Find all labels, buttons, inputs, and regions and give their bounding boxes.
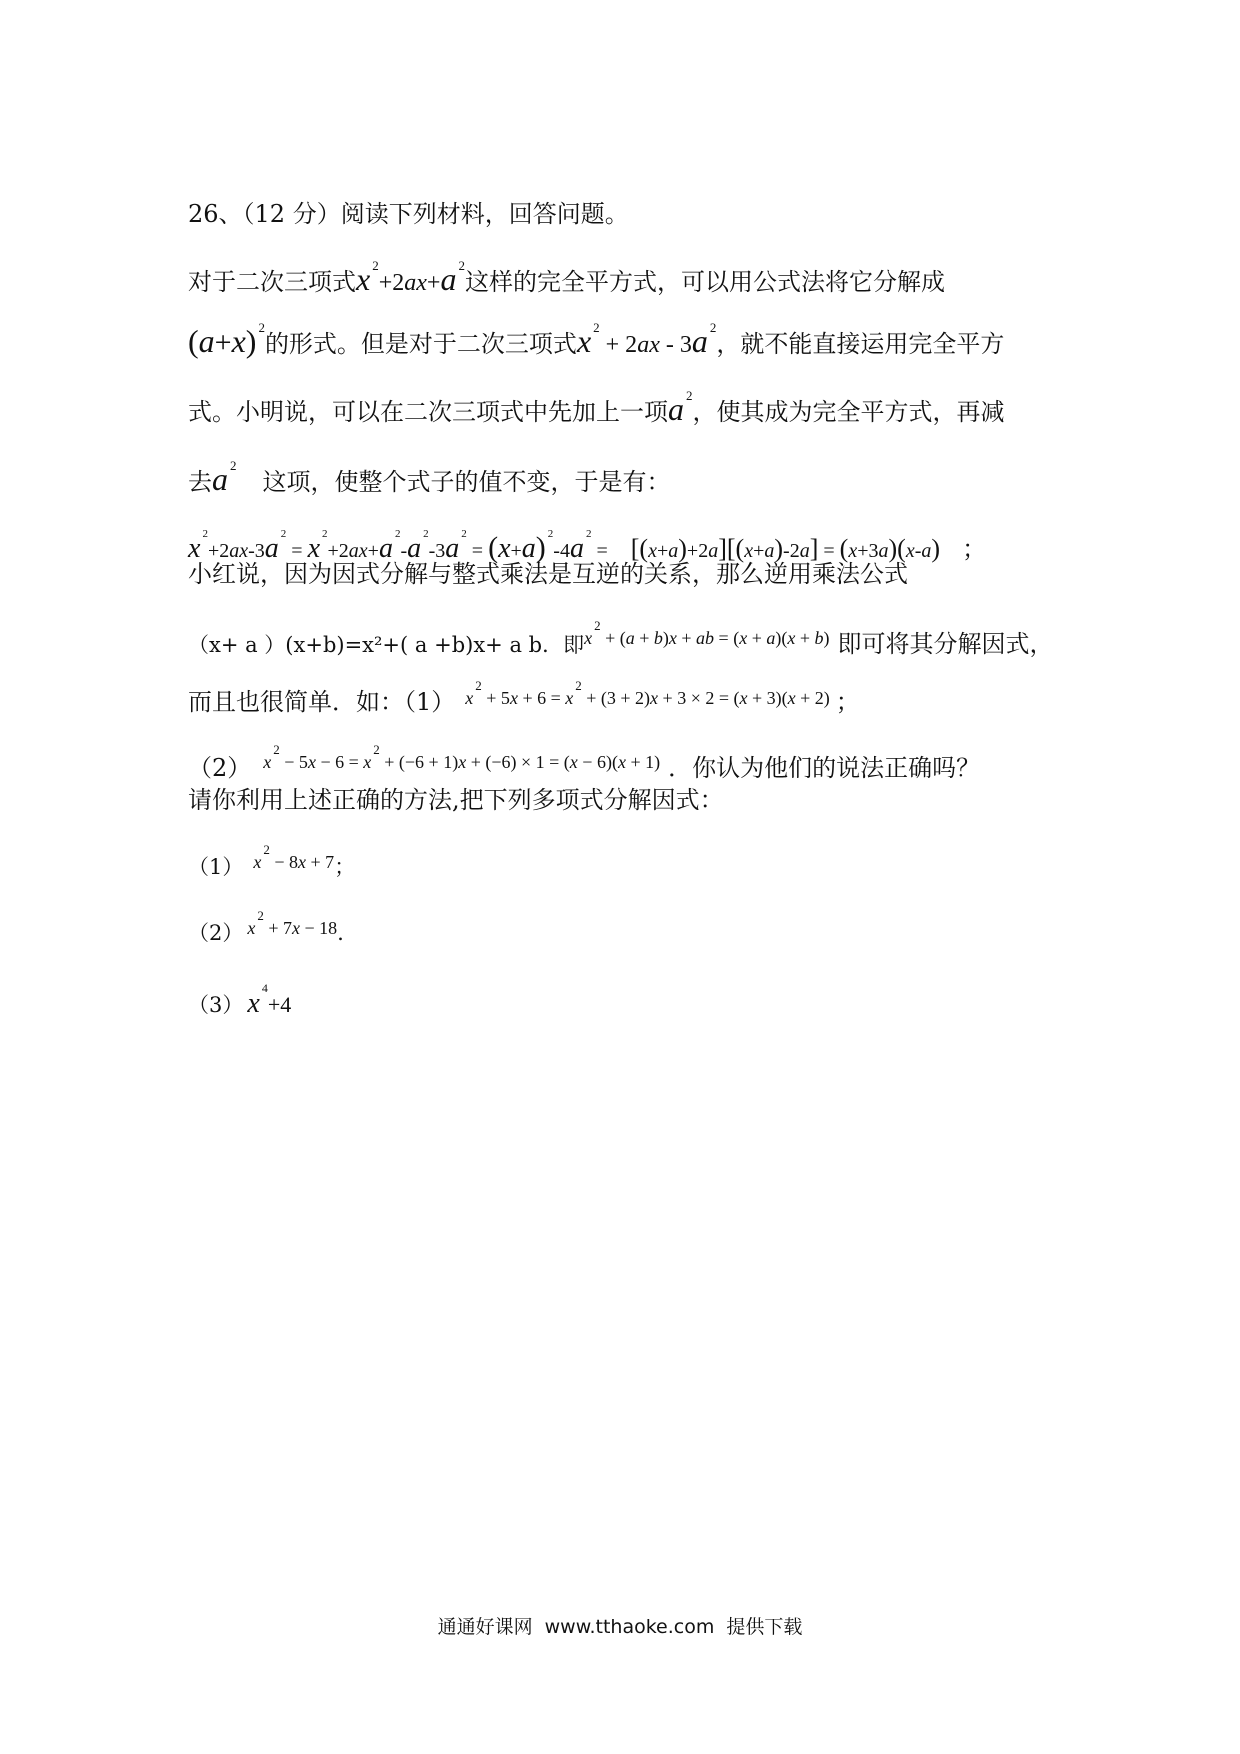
text: （2） bbox=[188, 754, 252, 782]
footer-site-name: 通通好课网 bbox=[437, 1616, 533, 1638]
formula-x2-2ax-a2: x $^2$+2ax+a $^2$ bbox=[356, 258, 465, 297]
text: ． bbox=[337, 921, 359, 945]
question-label: （1） bbox=[188, 855, 244, 879]
question-3 bbox=[188, 972, 291, 1021]
question-1 bbox=[188, 840, 355, 884]
text: 式。小明说，可以在二次三项式中先加上一项 bbox=[188, 398, 668, 426]
formula-q1: $x^2 - 8x + 7$ bbox=[253, 842, 335, 872]
formula-example-2: x2 − 5x − 6 = x2 + (−6 + 1)x + (−6) × 1 = (x − 6)(x + 1) bbox=[263, 742, 661, 772]
question-label: （2） bbox=[188, 921, 244, 945]
text: ．你认为他们的说法正确吗？ bbox=[668, 754, 981, 782]
paragraph-line-4 bbox=[188, 450, 671, 498]
formula-product-rule: （x+ a ）(x+b)=x²+( a +b)x+ a b．即 bbox=[188, 633, 585, 657]
problem-header: 26、（12 分）阅读下列材料，回答问题。 bbox=[188, 200, 629, 228]
text: 去 bbox=[188, 468, 212, 496]
paragraph-line-3 bbox=[188, 380, 1005, 428]
footer-url[interactable]: www.tthaoke.com bbox=[544, 1616, 715, 1638]
text: 而且也很简单．如：（1） bbox=[188, 688, 456, 716]
formula-general: x2 + (a + b)x + ab = (x + a)(x + b) bbox=[584, 618, 830, 648]
paragraph-line-9: 请你利用上述正确的方法,把下列多项式分解因式： bbox=[188, 786, 724, 814]
formula-example-1: x2 + 5x + 6 = x2 + (3 + 2)x + 3 × 2 = (x + 3)(x + 2) bbox=[465, 678, 830, 708]
formula-x2-2ax-3a2: x $^2$ + 2ax - 3a $^2$ bbox=[576, 320, 717, 359]
text: 的形式。但是对于二次三项式 bbox=[264, 330, 577, 358]
text: 对于二次三项式 bbox=[188, 268, 356, 296]
formula-q2: $x^2 + 7x - 18$ bbox=[247, 908, 338, 938]
paragraph-line-5: 小红说，因为因式分解与整式乘法是互逆的关系，那么逆用乘法公式 bbox=[188, 560, 908, 588]
text: 即可将其分解因式， bbox=[837, 630, 1054, 658]
text: 这项，使整个式子的值不变，于是有： bbox=[262, 468, 671, 496]
text: ，使其成为完全平方式，再减 bbox=[692, 398, 1005, 426]
paragraph-line-6 bbox=[188, 618, 1054, 662]
text: 这样的完全平方式，可以用公式法将它分解成 bbox=[464, 268, 945, 296]
formula-q3: x $^4$+4 bbox=[247, 981, 292, 1019]
formula-a-plus-x-squared: (a+x) $^2$ bbox=[188, 320, 265, 359]
text: ，就不能直接运用完全平方 bbox=[716, 330, 1005, 358]
formula-derivation: x $^2$+2ax-3a $^2$ = x $^2$+2ax+a $^2$-a $^2$-3a $^2$ = (x+a) $^2$-4a $^2$ = [(x+a)+2a][(x+a)-2a] = (x+3a)(x-a) bbox=[188, 528, 941, 564]
question-2 bbox=[188, 906, 358, 950]
footer-note: 提供下载 bbox=[726, 1616, 803, 1638]
paragraph-line-7 bbox=[188, 676, 860, 720]
question-label: （3） bbox=[188, 993, 244, 1017]
paragraph-line-2 bbox=[188, 312, 1004, 361]
text: ； bbox=[962, 535, 987, 563]
paragraph-line-8 bbox=[188, 742, 980, 786]
page-footer bbox=[0, 1612, 1240, 1639]
text: ； bbox=[334, 855, 356, 879]
formula-a2: a $^2$ bbox=[668, 388, 693, 427]
formula-a2: a $^2$ bbox=[212, 458, 237, 497]
text: ； bbox=[835, 688, 860, 716]
paragraph-line-1 bbox=[188, 250, 945, 299]
